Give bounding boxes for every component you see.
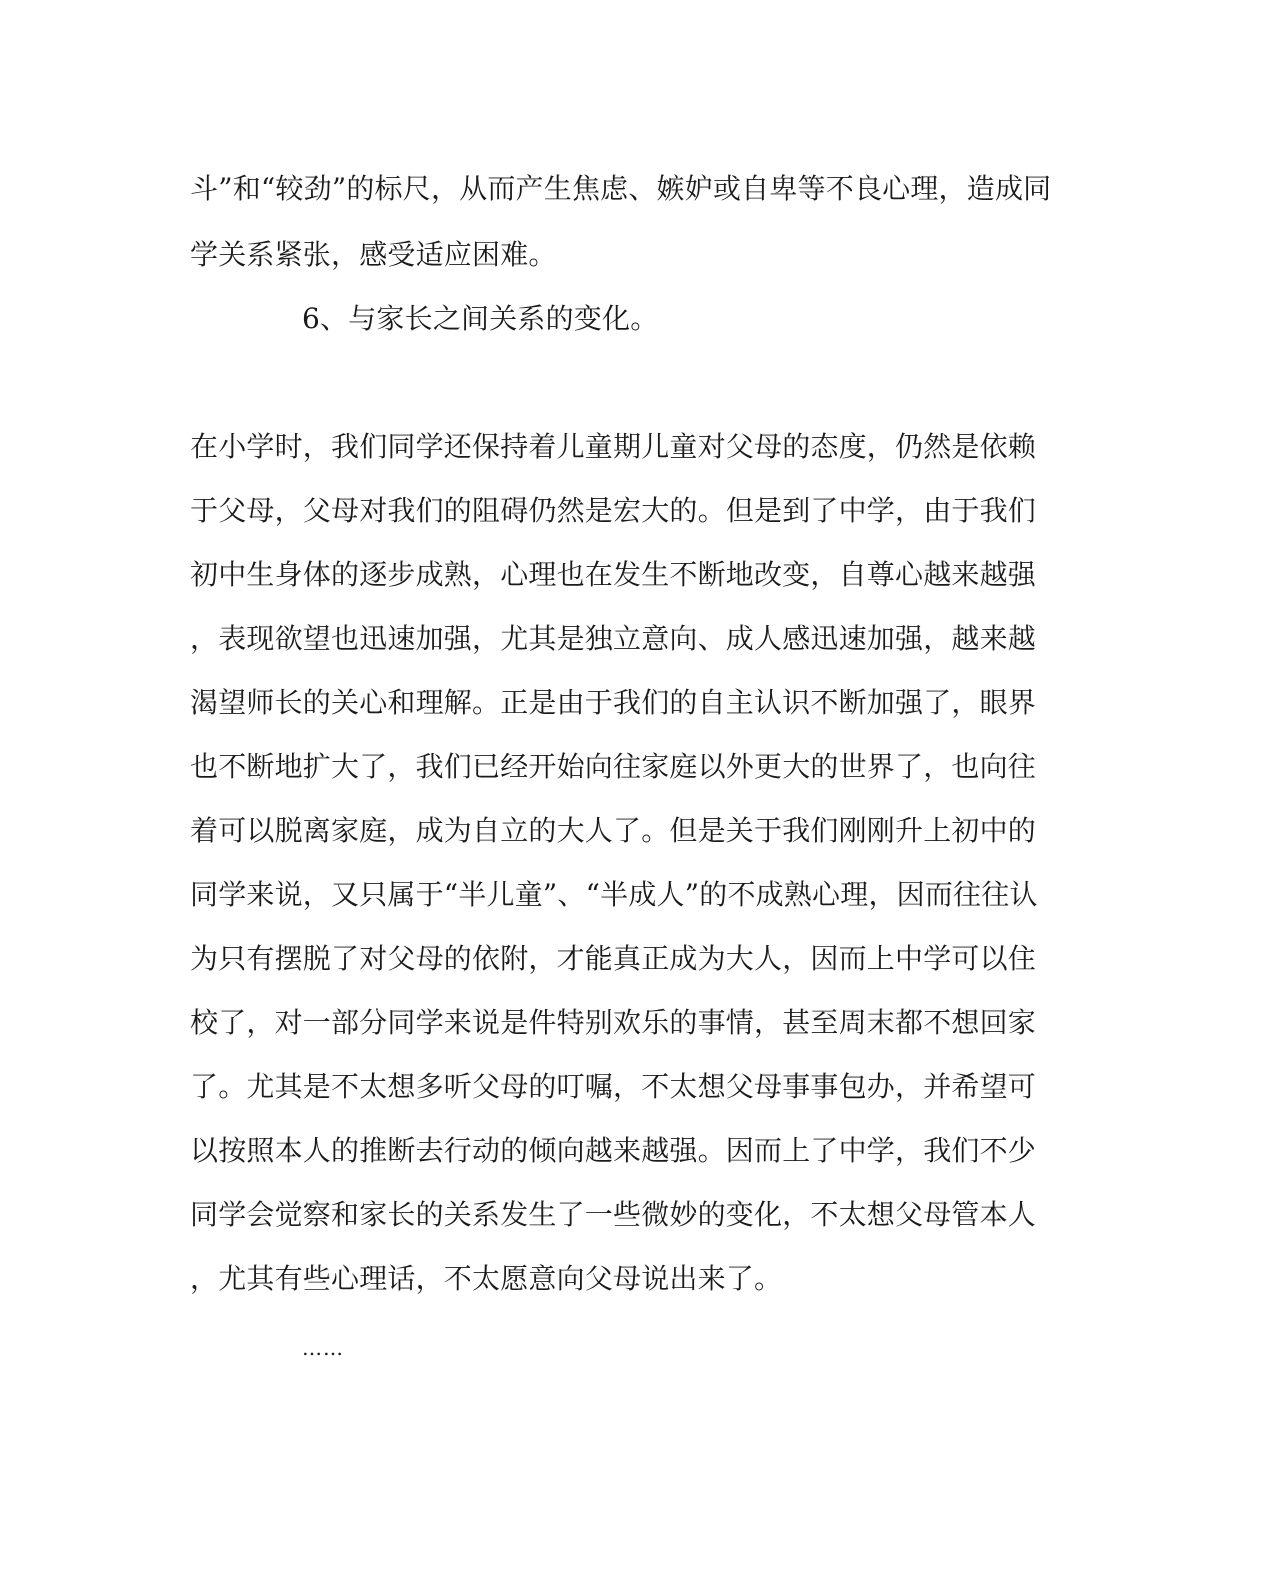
paragraph-2-line-13: 同学会觉察和家长的关系发生了一些微妙的变化，不太想父母管本人: [190, 1198, 1037, 1231]
paragraph-2-line-6: 也不断地扩大了，我们已经开始向往家庭以外更大的世界了，也向往: [190, 750, 1037, 783]
paragraph-2-line-9: 为只有摆脱了对父母的依附，才能真正成为大人，因而上中学可以住: [190, 942, 1037, 975]
paragraph-2-line-2: 于父母，父母对我们的阻碍仍然是宏大的。但是到了中学，由于我们: [190, 494, 1037, 527]
paragraph-2-line-12: 以按照本人的推断去行动的倾向越来越强。因而上了中学，我们不少: [190, 1134, 1037, 1167]
paragraph-2-line-5: 渴望师长的关心和理解。正是由于我们的自主认识不断加强了，眼界: [190, 686, 1037, 719]
paragraph-2-line-10: 校了，对一部分同学来说是件特别欢乐的事情，甚至周末都不想回家: [190, 1006, 1037, 1039]
paragraph-1-line-2: 学关系紧张，感受适应困难。: [190, 238, 557, 271]
section-heading-6: 6、与家长之间关系的变化。: [302, 302, 659, 335]
paragraph-2-line-14: ，尤其有些心理话，不太愿意向父母说出来了。: [190, 1262, 783, 1295]
paragraph-1-line-1: 斗”和“较劲”的标尺，从而产生焦虑、嫉妒或自卑等不良心理，造成同: [190, 172, 1052, 205]
ellipsis-text: ……: [302, 1336, 344, 1360]
paragraph-2-line-8: 同学来说，又只属于“半儿童”、“半成人”的不成熟心理，因而往往认: [190, 878, 1038, 911]
paragraph-2-line-11: 了。尤其是不太想多听父母的叮嘱，不太想父母事事包办，并希望可: [190, 1070, 1037, 1103]
paragraph-2-line-4: ，表现欲望也迅速加强，尤其是独立意向、成人感迅速加强，越来越: [190, 622, 1037, 655]
paragraph-2-line-1: 在小学时，我们同学还保持着儿童期儿童对父母的态度，仍然是依赖: [190, 430, 1037, 463]
paragraph-2-line-3: 初中生身体的逐步成熟，心理也在发生不断地改变，自尊心越来越强: [190, 558, 1037, 591]
paragraph-2-line-7: 着可以脱离家庭，成为自立的大人了。但是关于我们刚刚升上初中的: [190, 814, 1037, 847]
